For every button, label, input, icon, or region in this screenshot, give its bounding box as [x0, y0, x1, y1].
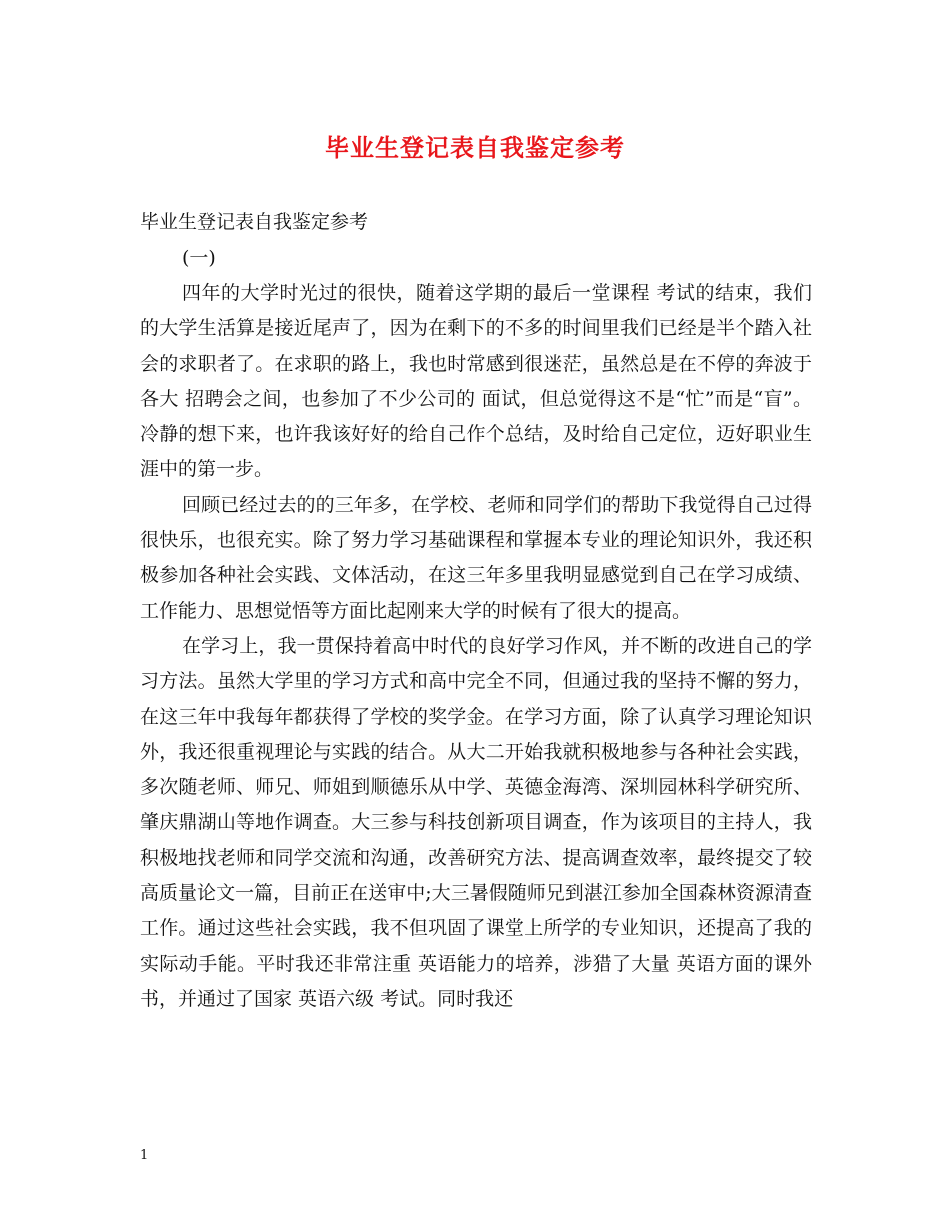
paragraph-2: 回顾已经过去的的三年多，在学校、老师和同学们的帮助下我觉得自己过得很快乐，也很充实。除了努力学习基础课程和掌握本专业的理论知识外，我还积极参加各种社会实践、文体活动，在这三年多里我明显感觉到自己在学习成绩、工作能力、思想觉悟等方面比起刚来大学的时候有了很大的提高。 — [140, 493, 812, 622]
document-subtitle: 毕业生登记表自我鉴定参考 — [140, 211, 369, 233]
document-title: 毕业生登记表自我鉴定参考 — [325, 133, 625, 162]
body-text — [140, 276, 812, 1017]
paragraph-1: 四年的大学时光过的很快，随着这学期的最后一堂课程 考试的结束，我们的大学生活算是接近尾声了，因为在剩下的不多的时间里我们已经是半个踏入社会的求职者了。在求职的路上，我也时常感到很迷茫，虽然总是在不停的奔波于各大 招聘会之间，也参加了不少公司的 面试，但总觉得这不是“忙”而是“盲”。冷静的想下来，也许我该好好的给自己作个总结，及时给自己定位，迈好职业生涯中的第一步。 — [140, 282, 812, 481]
page-number: 1 — [140, 1148, 149, 1163]
paragraph-3: 在学习上，我一贯保持着高中时代的良好学习作风，并不断的改进自己的学习方法。虽然大学里的学习方式和高中完全不同，但通过我的坚持不懈的努力，在这三年中我每年都获得了学校的奖学金。在学习方面，除了认真学习理论知识外，我还很重视理论与实践的结合。从大二开始我就积极地参与各种社会实践，多次随老师、师兄、师姐到顺德乐从中学、英德金海湾、深圳园林科学研究所、肇庆鼎湖山等地作调查。大三参与科技创新项目调查，作为该项目的主持人，我积极地找老师和同学交流和沟通，改善研究方法、提高调查效率，最终提交了较高质量论文一篇，目前正在送审中;大三暑假随师兄到湛江参加全国森林资源清查工作。通过这些社会实践，我不但巩固了课堂上所学的专业知识，还提高了我的实际动手能。平时我还非常注重 英语能力的培养，涉猎了大量 英语方面的课外书，并通过了国家 英语六级 考试。同时我还 — [140, 634, 812, 1010]
section-marker: (一) — [182, 247, 216, 269]
